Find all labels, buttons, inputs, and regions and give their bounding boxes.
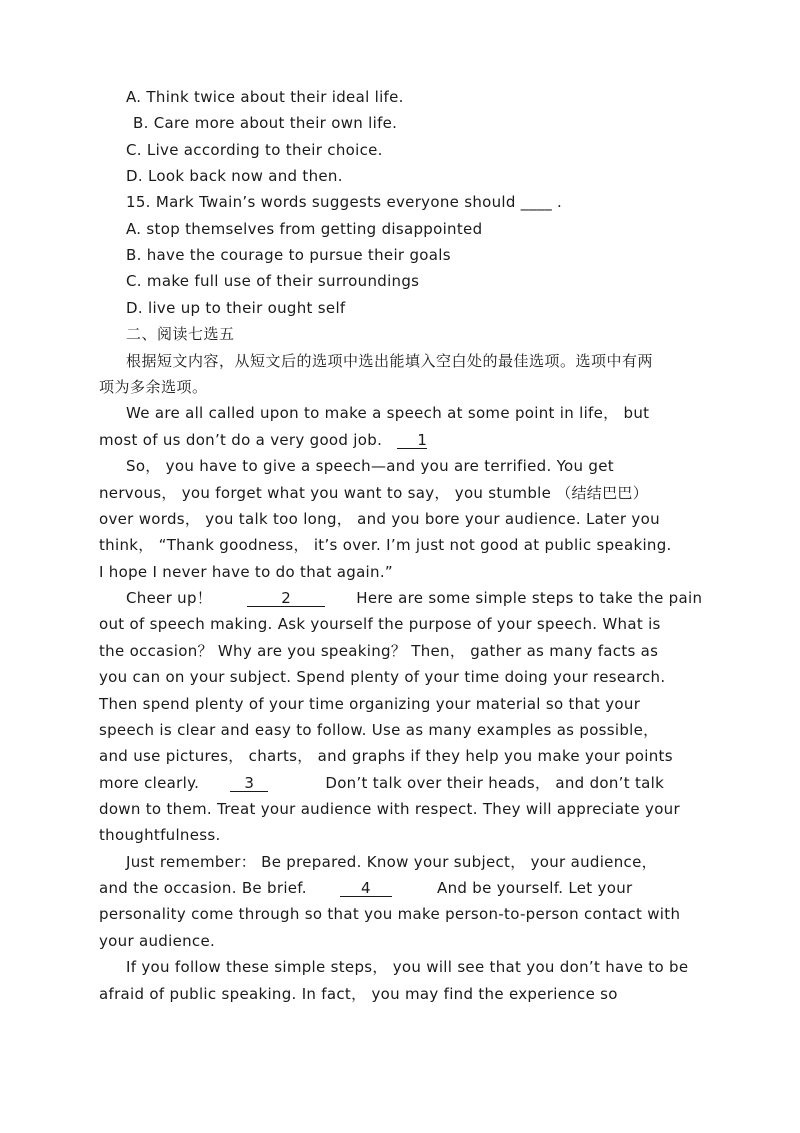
blank-4[interactable]: 4 [340, 880, 392, 897]
passage-line: We are all called upon to make a speech at some point in life， but [126, 404, 650, 422]
passage-line: I hope I never have to do that again.” [99, 563, 393, 581]
q15-option-c: C. make full use of their surroundings [126, 272, 420, 290]
passage-line: your audience. [99, 932, 216, 950]
section-instruction-line2: 项为多余选项。 [99, 378, 208, 396]
passage-line: Just remember： Be prepared. Know your subject， your audience， [126, 853, 657, 871]
blank-2[interactable]: 2 [247, 590, 325, 607]
passage-line: nervous， you forget what you want to say， you stumble （结结巴巴） [99, 484, 649, 502]
passage-line: So， you have to give a speech—and you are terrified. You get [126, 457, 614, 475]
passage-text: And be yourself. Let your [437, 879, 633, 897]
passage-line [126, 588, 702, 608]
blank-1[interactable]: 1 [397, 432, 427, 449]
q14-option-c: C. Live according to their choice. [126, 141, 383, 159]
passage-line: Then spend plenty of your time organizing your material so that your [99, 695, 641, 713]
passage-line: out of speech making. Ask yourself the purpose of your speech. What is [99, 615, 661, 633]
passage-line: think， “Thank goodness， it’s over. I’m just not good at public speaking. [99, 536, 672, 554]
passage-line: you can on your subject. Spend plenty of your time doing your research. [99, 668, 666, 686]
q15-option-b: B. have the courage to pursue their goals [126, 246, 451, 264]
q14-option-a: A. Think twice about their ideal life. [126, 88, 404, 106]
section-instruction-line1: 根据短文内容，从短文后的选项中选出能填入空白处的最佳选项。选项中有两 [126, 352, 654, 370]
passage-line: down to them. Treat your audience with respect. They will appreciate your [99, 800, 680, 818]
passage-line: and use pictures， charts， and graphs if they help you make your points [99, 747, 673, 765]
passage-text: Here are some simple steps to take the pain [356, 589, 703, 607]
passage-text: Don’t talk over their heads， and don’t talk [325, 774, 665, 792]
passage-line: thoughtfulness. [99, 826, 221, 844]
passage-text: and the occasion. Be brief. [99, 879, 307, 897]
q15-stem: 15. Mark Twain’s words suggests everyone should ____ . [126, 193, 563, 211]
passage-line [99, 430, 427, 450]
passage-line: afraid of public speaking. In fact， you may find the experience so [99, 985, 618, 1003]
q14-option-d: D. Look back now and then. [126, 167, 343, 185]
passage-text: most of us don’t do a very good job. [99, 431, 383, 449]
passage-line: the occasion？ Why are you speaking？ Then， gather as many facts as [99, 642, 659, 660]
section-heading: 二、阅读七选五 [126, 325, 235, 343]
passage-text: more clearly. [99, 774, 200, 792]
blank-3[interactable]: 3 [230, 775, 268, 792]
passage-line [99, 878, 632, 898]
passage-line [99, 773, 664, 793]
passage-line: speech is clear and easy to follow. Use as many examples as possible， [99, 721, 659, 739]
passage-text: Cheer up！ [126, 589, 213, 607]
q15-option-d: D. live up to their ought self [126, 299, 346, 317]
q14-option-b: B. Care more about their own life. [133, 114, 398, 132]
passage-line: If you follow these simple steps， you will see that you don’t have to be [126, 958, 689, 976]
q15-option-a: A. stop themselves from getting disappointed [126, 220, 483, 238]
passage-line: personality come through so that you make person-to-person contact with [99, 905, 681, 923]
passage-line: over words， you talk too long， and you bore your audience. Later you [99, 510, 660, 528]
